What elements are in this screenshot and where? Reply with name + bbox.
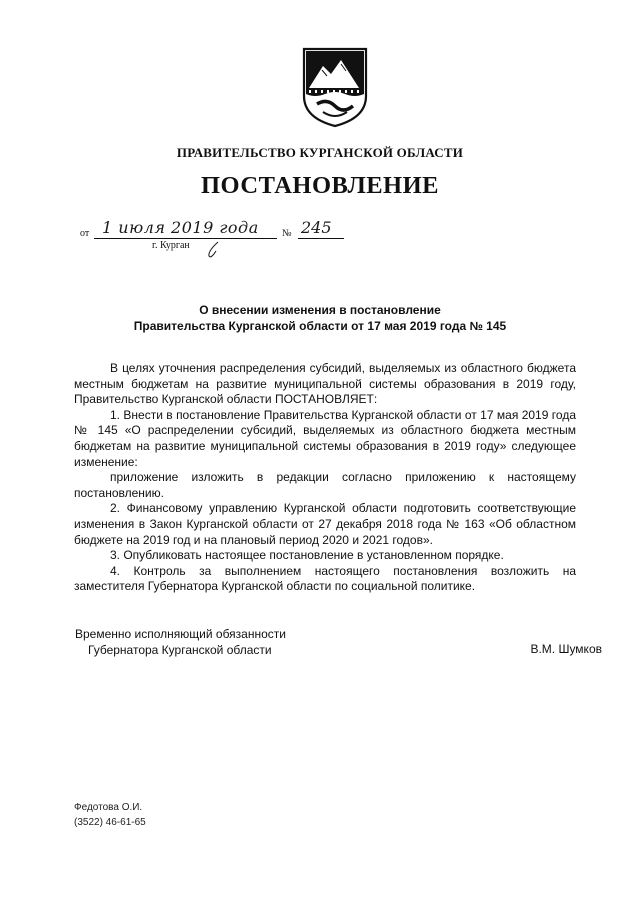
executor-info xyxy=(74,801,146,830)
item-4-paragraph: 4. Контроль за выполнением настоящего постановления возложить на заместителя Губернатора Курганской области по социальной политике. xyxy=(74,563,576,594)
number-underline xyxy=(298,238,344,239)
number-label: № xyxy=(282,228,292,239)
position-line-1: Временно исполняющий обязанности xyxy=(75,627,286,641)
executor-name: Федотова О.И. xyxy=(74,802,143,813)
handwritten-number: 245 xyxy=(301,218,332,237)
government-title: ПРАВИТЕЛЬСТВО КУРГАНСКОЙ ОБЛАСТИ xyxy=(176,145,464,160)
date-underline xyxy=(94,238,277,239)
subject-line-2: Правительства Курганской области от 17 мая 2019 года № 145 xyxy=(133,319,507,333)
preamble-paragraph: В целях уточнения распределения субсидий, выделяемых из областного бюджета местным бюджетам на развитие муниципальной системы образования в 2019 году, Правительство Курганской области ПОСТАНОВЛЯЕТ: xyxy=(74,361,576,407)
position-line-2: Губернатора Курганской области xyxy=(88,643,272,657)
date-number-line xyxy=(80,219,360,259)
coat-of-arms-icon xyxy=(301,46,369,128)
city-label: г. Курган xyxy=(152,240,190,251)
item-1-paragraph: 1. Внести в постановление Правительства Курганской области от 17 мая 2019 года № 145 «О распределении субсидий, выделяемых из областного бюджета местным бюджетам на развитие муниципальной системы образования в 2019 году» следующее изменение: xyxy=(74,407,576,469)
document-subject xyxy=(0,302,640,334)
item-1-text-paragraph: приложение изложить в редакции согласно приложению к настоящему постановлению. xyxy=(74,470,576,500)
item-2-paragraph: 2. Финансовому управлению Курганской области подготовить соответствующие изменения в Закон Курганской области от 27 декабря 2018 года № 163 «Об областном бюджете на 2019 год и на плановый период 2020 и 2021 годов». xyxy=(74,501,576,547)
handwriting-flourish-icon xyxy=(200,241,230,259)
executor-phone: (3522) 46-61-65 xyxy=(74,816,146,828)
signatory-name: В.М. Шумков xyxy=(530,642,602,656)
signatory-position xyxy=(75,626,286,658)
from-label: от xyxy=(80,228,90,239)
subject-line-1: О внесении изменения в постановление xyxy=(199,303,441,317)
handwritten-date: 1 июля 2019 года xyxy=(102,218,259,237)
item-3-paragraph: 3. Опубликовать настоящее постановление в установленном порядке. xyxy=(110,548,504,563)
document-body xyxy=(74,361,576,595)
document-type-title: ПОСТАНОВЛЕНИЕ xyxy=(201,172,439,199)
